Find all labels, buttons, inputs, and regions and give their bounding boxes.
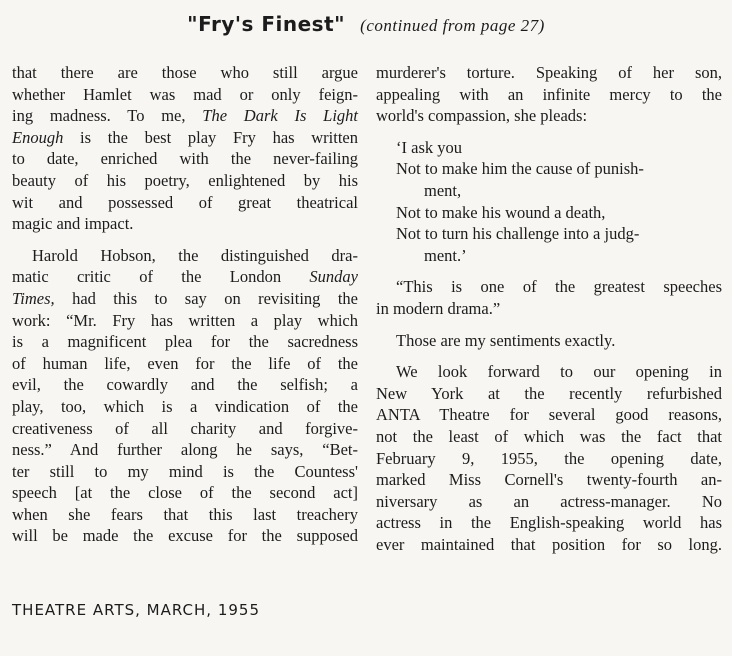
paragraph: [376, 276, 722, 319]
left-column: [12, 62, 358, 547]
text-line: niversary as an actress-manager. No: [376, 491, 722, 511]
text-line: of human life, even for the life of the: [12, 353, 358, 373]
text-line: ing madness. To me, The Dark Is Light: [12, 106, 359, 126]
text-line: actress in the English-speaking world has: [376, 513, 722, 533]
text-line: play, too, which is a vindication of the: [12, 396, 358, 416]
verse-line: ment,: [424, 180, 462, 200]
text-line: evil, the cowardly and the selfish; a: [12, 375, 358, 395]
text-line: work: “Mr. Fry has written a play which: [12, 310, 358, 330]
text-line: is a magnificent plea for the sacredness: [12, 332, 358, 352]
verse-line: ‘I ask you: [396, 137, 462, 157]
text-line: not the least of which was the fact that: [376, 426, 722, 446]
paragraph: [12, 245, 358, 547]
text-line: February 9, 1955, the opening date,: [376, 448, 722, 468]
verse-line: Not to make his wound a death,: [396, 202, 606, 222]
text-line: Harold Hobson, the distinguished dra-: [32, 245, 358, 265]
verse-quote: [376, 137, 722, 267]
text-line: beauty of his poetry, enlightened by his: [12, 170, 358, 190]
text-line: ness.” And further along he says, “Bet-: [12, 440, 358, 460]
play-title: The Dark Is Light: [202, 106, 359, 126]
text-line: when she fears that this last treachery: [12, 504, 358, 524]
text-line: speech [at the close of the second act]: [12, 483, 358, 503]
text-line: marked Miss Cornell's twenty-fourth an-: [376, 470, 722, 490]
paragraph: [376, 330, 722, 352]
text-line: ever maintained that position for so long.: [376, 534, 722, 554]
text-line: creativeness of all charity and forgive-: [12, 418, 358, 438]
newspaper-title: Sunday: [309, 267, 358, 287]
text-line: magic and impact.: [12, 214, 134, 234]
paragraph: [376, 62, 722, 127]
page-header: [0, 12, 732, 36]
page-footer: THEATRE ARTS, MARCH, 1955: [12, 601, 261, 619]
text-line: ANTA Theatre for several good reasons,: [376, 405, 722, 425]
paragraph: [376, 361, 722, 555]
text-line: murderer's torture. Speaking of her son,: [376, 63, 722, 82]
newspaper-title: Times,: [12, 288, 55, 308]
text-line: world's compassion, she pleads:: [376, 106, 588, 126]
right-column: [376, 62, 722, 555]
text-line: matic critic of the London Sunday: [12, 267, 358, 287]
text-line: wit and possessed of great theatrical: [12, 192, 358, 212]
text-line: appealing with an infinite mercy to the: [376, 84, 722, 104]
verse-line: ment.’: [424, 245, 467, 265]
text-line: in modern drama.”: [376, 298, 501, 318]
text-line: “This is one of the greatest speeches: [396, 277, 722, 297]
text-line: ter still to my mind is the Countess': [12, 461, 358, 481]
text-line: New York at the recently refurbished: [376, 383, 722, 403]
verse-line: Not to make him the cause of punish-: [396, 159, 644, 179]
text-line: Those are my sentiments exactly.: [396, 330, 616, 350]
continuation-note: (continued from page 27): [360, 16, 545, 35]
text-line: whether Hamlet was mad or only feign-: [12, 84, 358, 104]
text-line: to date, enriched with the never-failing: [12, 149, 358, 169]
text-line: Times, had this to say on revisiting the: [12, 288, 359, 308]
paragraph: [12, 62, 358, 235]
text-line: We look forward to our opening in: [396, 362, 722, 382]
verse-line: Not to turn his challenge into a judg-: [396, 224, 640, 244]
article-title: "Fry's Finest": [187, 12, 346, 36]
text-line: will be made the excuse for the supposed: [12, 526, 358, 546]
play-title: Enough: [12, 127, 64, 147]
text-line: that there are those who still argue: [12, 63, 358, 82]
text-line: Enough is the best play Fry has written: [12, 127, 359, 147]
